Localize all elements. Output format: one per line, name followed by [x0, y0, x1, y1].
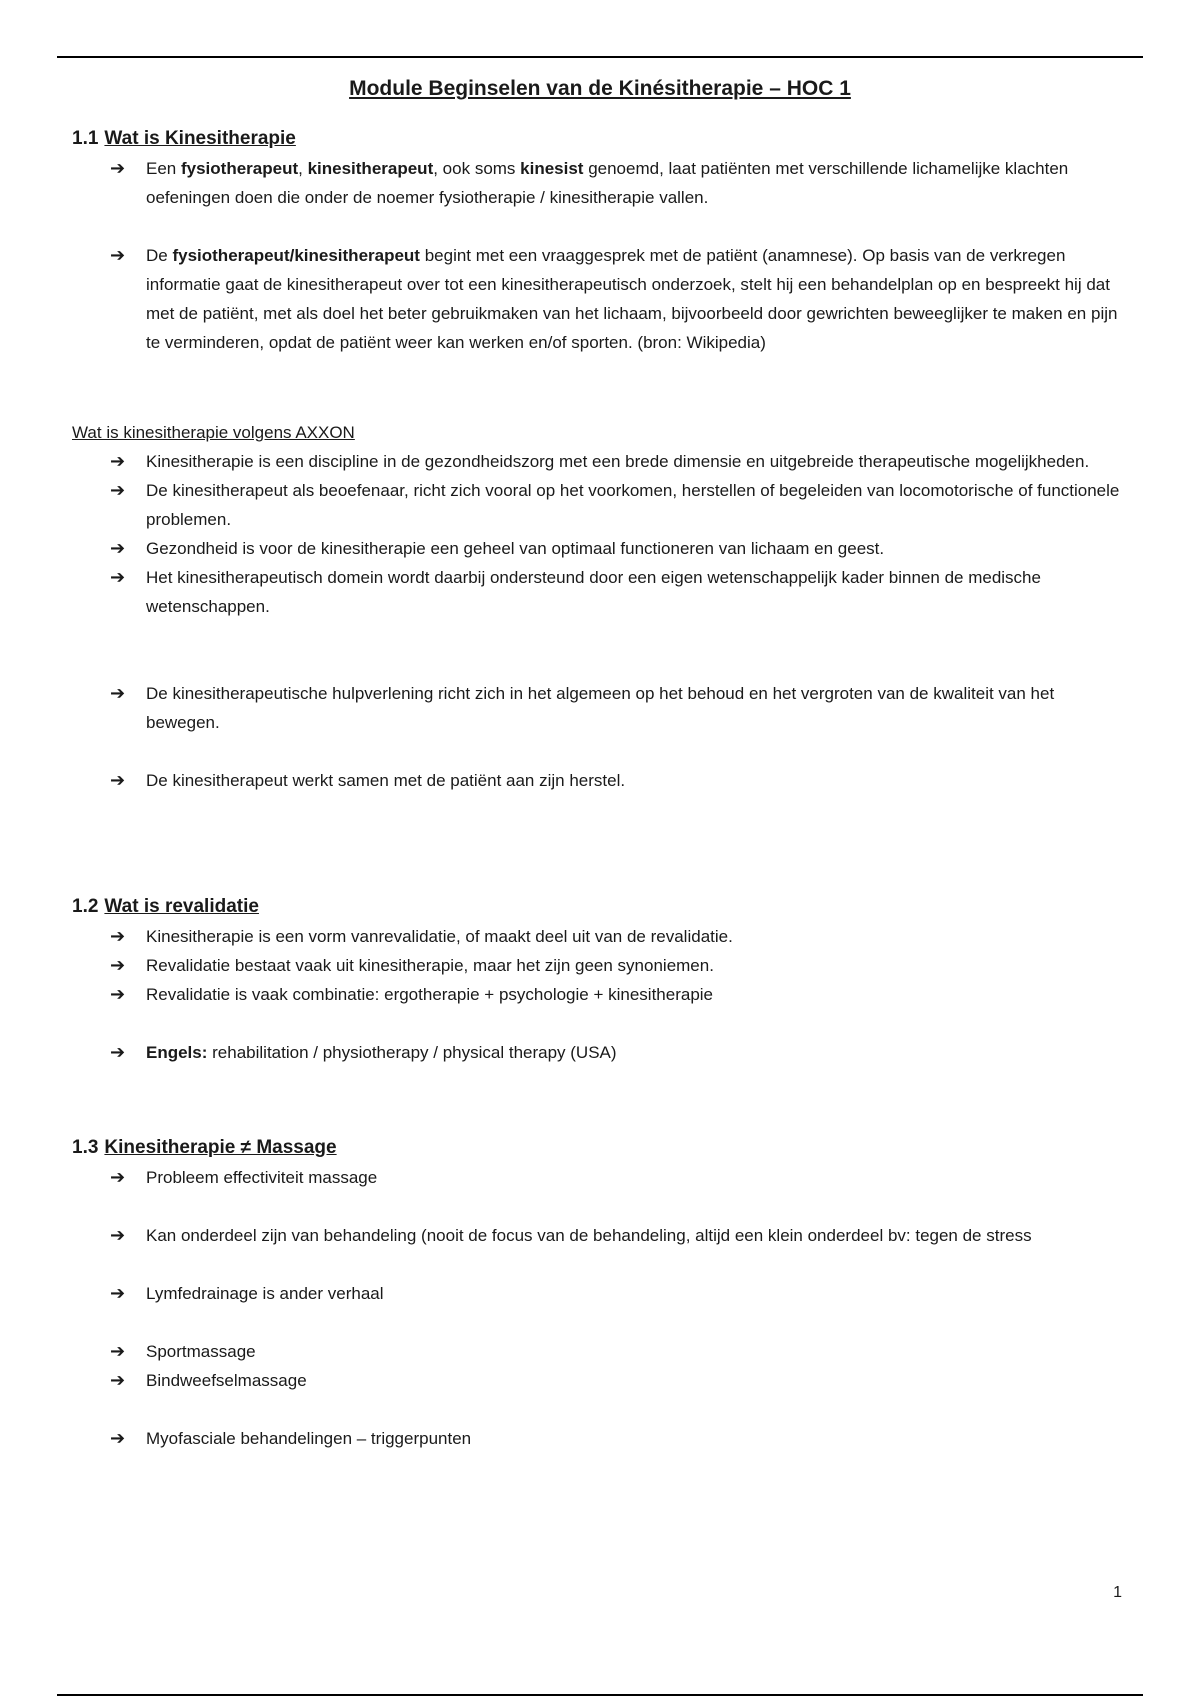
list-item: ➔ Het kinesitherapeutisch domein wordt daarbij ondersteund door een eigen wetenschappelijk kader binnen de medische wetenschappen. — [72, 563, 1132, 621]
section-heading — [72, 1133, 1132, 1163]
bullet-list — [72, 447, 1132, 795]
page-number: 1 — [1113, 1584, 1122, 1601]
arrow-right-icon: ➔ — [110, 683, 126, 703]
section-1-3 — [72, 1133, 1132, 1453]
axxon-subsection — [72, 418, 1132, 795]
arrow-right-icon: ➔ — [110, 984, 126, 1004]
section-number: 1.3 — [72, 1137, 99, 1158]
list-item: ➔ Sportmassage — [72, 1337, 1132, 1366]
list-item: ➔ De fysiotherapeut/kinesitherapeut begint met een vraaggesprek met de patiënt (anamnese). Op basis van de verkregen informatie gaat de kinesitherapeut over tot een kinesitherapeutisch onderzoek, stelt hij een behandelplan op en bespreekt hij dat met de patiënt, met als doel het beter gebruikmaken van het lichaam, bijvoorbeeld door gewrichten beweeglijker te maken en pijn te verminderen, opdat de patiënt weer kan werken en/of sporten. (bron: Wikipedia) — [72, 241, 1132, 357]
bullet-list — [72, 154, 1132, 357]
list-item: ➔ Kinesitherapie is een discipline in de gezondheidszorg met een brede dimensie en uitgebreide therapeutische mogelijkheden. — [72, 447, 1132, 476]
list-item: ➔ Kan onderdeel zijn van behandeling (nooit de focus van de behandeling, altijd een klein onderdeel bv: tegen de stress — [72, 1221, 1132, 1250]
list-item: ➔ Revalidatie is vaak combinatie: ergotherapie + psychologie + kinesitherapie — [72, 980, 1132, 1009]
arrow-right-icon: ➔ — [110, 955, 126, 975]
arrow-right-icon: ➔ — [110, 926, 126, 946]
bullet-list — [72, 1163, 1132, 1453]
bullet-list — [72, 922, 1132, 1067]
document-title: Module Beginselen van de Kinésitherapie – HOC 1 — [349, 77, 851, 100]
arrow-right-icon: ➔ — [110, 480, 126, 500]
list-item: ➔ Lymfedrainage is ander verhaal — [72, 1279, 1132, 1308]
section-1-2 — [72, 892, 1132, 1067]
bottom-rule — [57, 1694, 1143, 1696]
subsection-heading: Wat is kinesitherapie volgens AXXON — [72, 423, 355, 442]
list-item: ➔ Probleem effectiviteit massage — [72, 1163, 1132, 1192]
arrow-right-icon: ➔ — [110, 1042, 126, 1062]
list-item: ➔ De kinesitherapeut werkt samen met de patiënt aan zijn herstel. — [72, 766, 1132, 795]
list-item: ➔ Revalidatie bestaat vaak uit kinesitherapie, maar het zijn geen synoniemen. — [72, 951, 1132, 980]
section-number: 1.2 — [72, 896, 99, 917]
section-heading — [72, 892, 1132, 922]
arrow-right-icon: ➔ — [110, 567, 126, 587]
section-heading — [72, 124, 1132, 154]
list-item: ➔ Gezondheid is voor de kinesitherapie een geheel van optimaal functioneren van lichaam en geest. — [72, 534, 1132, 563]
arrow-right-icon: ➔ — [110, 158, 126, 178]
arrow-right-icon: ➔ — [110, 538, 126, 558]
section-title: Wat is revalidatie — [104, 896, 259, 917]
arrow-right-icon: ➔ — [110, 1428, 126, 1448]
list-item: ➔ De kinesitherapeutische hulpverlening richt zich in het algemeen op het behoud en het vergroten van de kwaliteit van het bewegen. — [72, 679, 1132, 737]
arrow-right-icon: ➔ — [110, 1167, 126, 1187]
arrow-right-icon: ➔ — [110, 1341, 126, 1361]
top-rule — [57, 56, 1143, 58]
list-item: ➔ Engels: rehabilitation / physiotherapy / physical therapy (USA) — [72, 1038, 1132, 1067]
list-item: ➔ Kinesitherapie is een vorm vanrevalidatie, of maakt deel uit van de revalidatie. — [72, 922, 1132, 951]
arrow-right-icon: ➔ — [110, 1283, 126, 1303]
section-title: Wat is Kinesitherapie — [104, 128, 296, 149]
section-1-1 — [72, 124, 1132, 357]
list-item: ➔ Bindweefselmassage — [72, 1366, 1132, 1395]
list-item: ➔ De kinesitherapeut als beoefenaar, richt zich vooral op het voorkomen, herstellen of begeleiden van locomotorische of functionele problemen. — [72, 476, 1132, 534]
arrow-right-icon: ➔ — [110, 245, 126, 265]
list-item: ➔ Myofasciale behandelingen – triggerpunten — [72, 1424, 1132, 1453]
section-number: 1.1 — [72, 128, 99, 149]
list-item: ➔ Een fysiotherapeut, kinesitherapeut, ook soms kinesist genoemd, laat patiënten met verschillende lichamelijke klachten oefeningen doen die onder de noemer fysiotherapie / kinesitherapie vallen. — [72, 154, 1132, 212]
arrow-right-icon: ➔ — [110, 451, 126, 471]
section-title: Kinesitherapie ≠ Massage — [104, 1137, 337, 1158]
arrow-right-icon: ➔ — [110, 1370, 126, 1390]
arrow-right-icon: ➔ — [110, 1225, 126, 1245]
arrow-right-icon: ➔ — [110, 770, 126, 790]
